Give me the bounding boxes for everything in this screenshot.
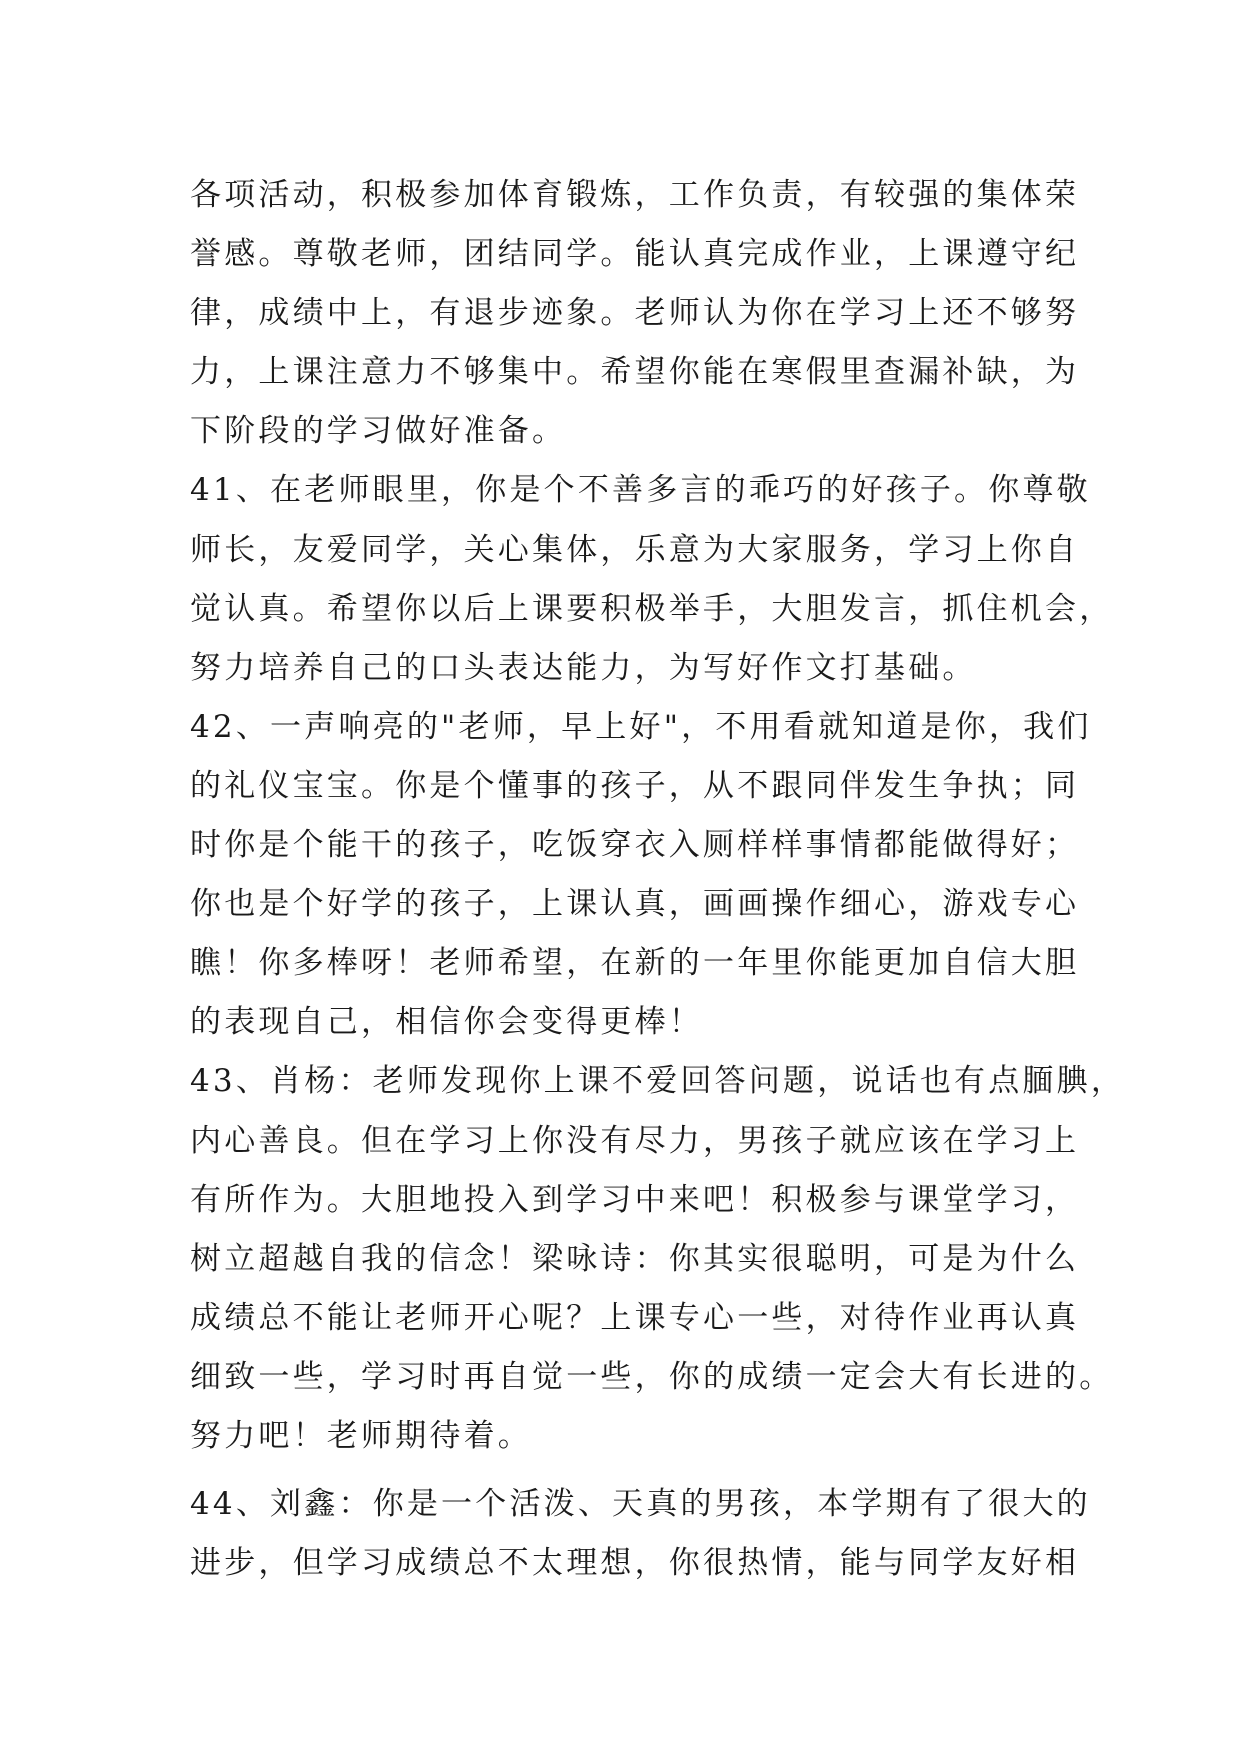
text-line: 你也是个好学的孩子，上课认真，画画操作细心，游戏专心: [190, 886, 1080, 923]
text-line: 师长，友爱同学，关心集体，乐意为大家服务，学习上你自: [190, 531, 1080, 568]
text-line: 细致一些，学习时再自觉一些，你的成绩一定会大有长进的。: [190, 1358, 1114, 1395]
text-line: 誉感。尊敬老师，团结同学。能认真完成作业，上课遵守纪: [190, 236, 1080, 273]
text-line: 44、刘鑫：你是一个活泼、天真的男孩，本学期有了很大的: [190, 1486, 1091, 1523]
text-line: 的礼仪宝宝。你是个懂事的孩子，从不跟同伴发生争执；同: [190, 767, 1080, 804]
text-line: 努力吧！老师期待着。: [190, 1417, 532, 1454]
text-line: 的表现自己，相信你会变得更棒！: [190, 1004, 703, 1041]
text-line: 各项活动，积极参加体育锻炼，工作负责，有较强的集体荣: [190, 177, 1080, 213]
text-line: 瞧！你多棒呀！老师希望，在新的一年里你能更加自信大胆: [190, 945, 1080, 982]
text-line: 43、肖杨：老师发现你上课不爱回答问题，说话也有点腼腆，: [190, 1063, 1126, 1100]
text-line: 成绩总不能让老师开心呢？上课专心一些，对待作业再认真: [190, 1299, 1080, 1336]
text-line: 有所作为。大胆地投入到学习中来吧！积极参与课堂学习，: [190, 1181, 1080, 1218]
text-line: 觉认真。希望你以后上课要积极举手，大胆发言，抓住机会，: [190, 590, 1114, 627]
text-line: 41、在老师眼里，你是个不善多言的乖巧的好孩子。你尊敬: [190, 472, 1091, 509]
text-line: 下阶段的学习做好准备。: [190, 413, 567, 450]
text-line: 树立超越自我的信念！梁咏诗：你其实很聪明，可是为什么: [190, 1240, 1080, 1277]
text-line: 42、一声响亮的"老师，早上好"，不用看就知道是你，我们: [190, 708, 1092, 745]
text-line: 力，上课注意力不够集中。希望你能在寒假里查漏补缺，为: [190, 354, 1080, 391]
document-body: [190, 166, 1126, 1593]
text-line: 努力培养自己的口头表达能力，为写好作文打基础。: [190, 649, 977, 686]
text-line: 律，成绩中上，有退步迹象。老师认为你在学习上还不够努: [190, 295, 1080, 332]
paragraph-gap: [190, 1466, 1052, 1475]
text-line: 时你是个能干的孩子，吃饭穿衣入厕样样事情都能做得好；: [190, 827, 1080, 864]
text-line: 内心善良。但在学习上你没有尽力，男孩子就应该在学习上: [190, 1122, 1080, 1159]
text-line: 进步，但学习成绩总不太理想，你很热情，能与同学友好相: [190, 1545, 1080, 1582]
